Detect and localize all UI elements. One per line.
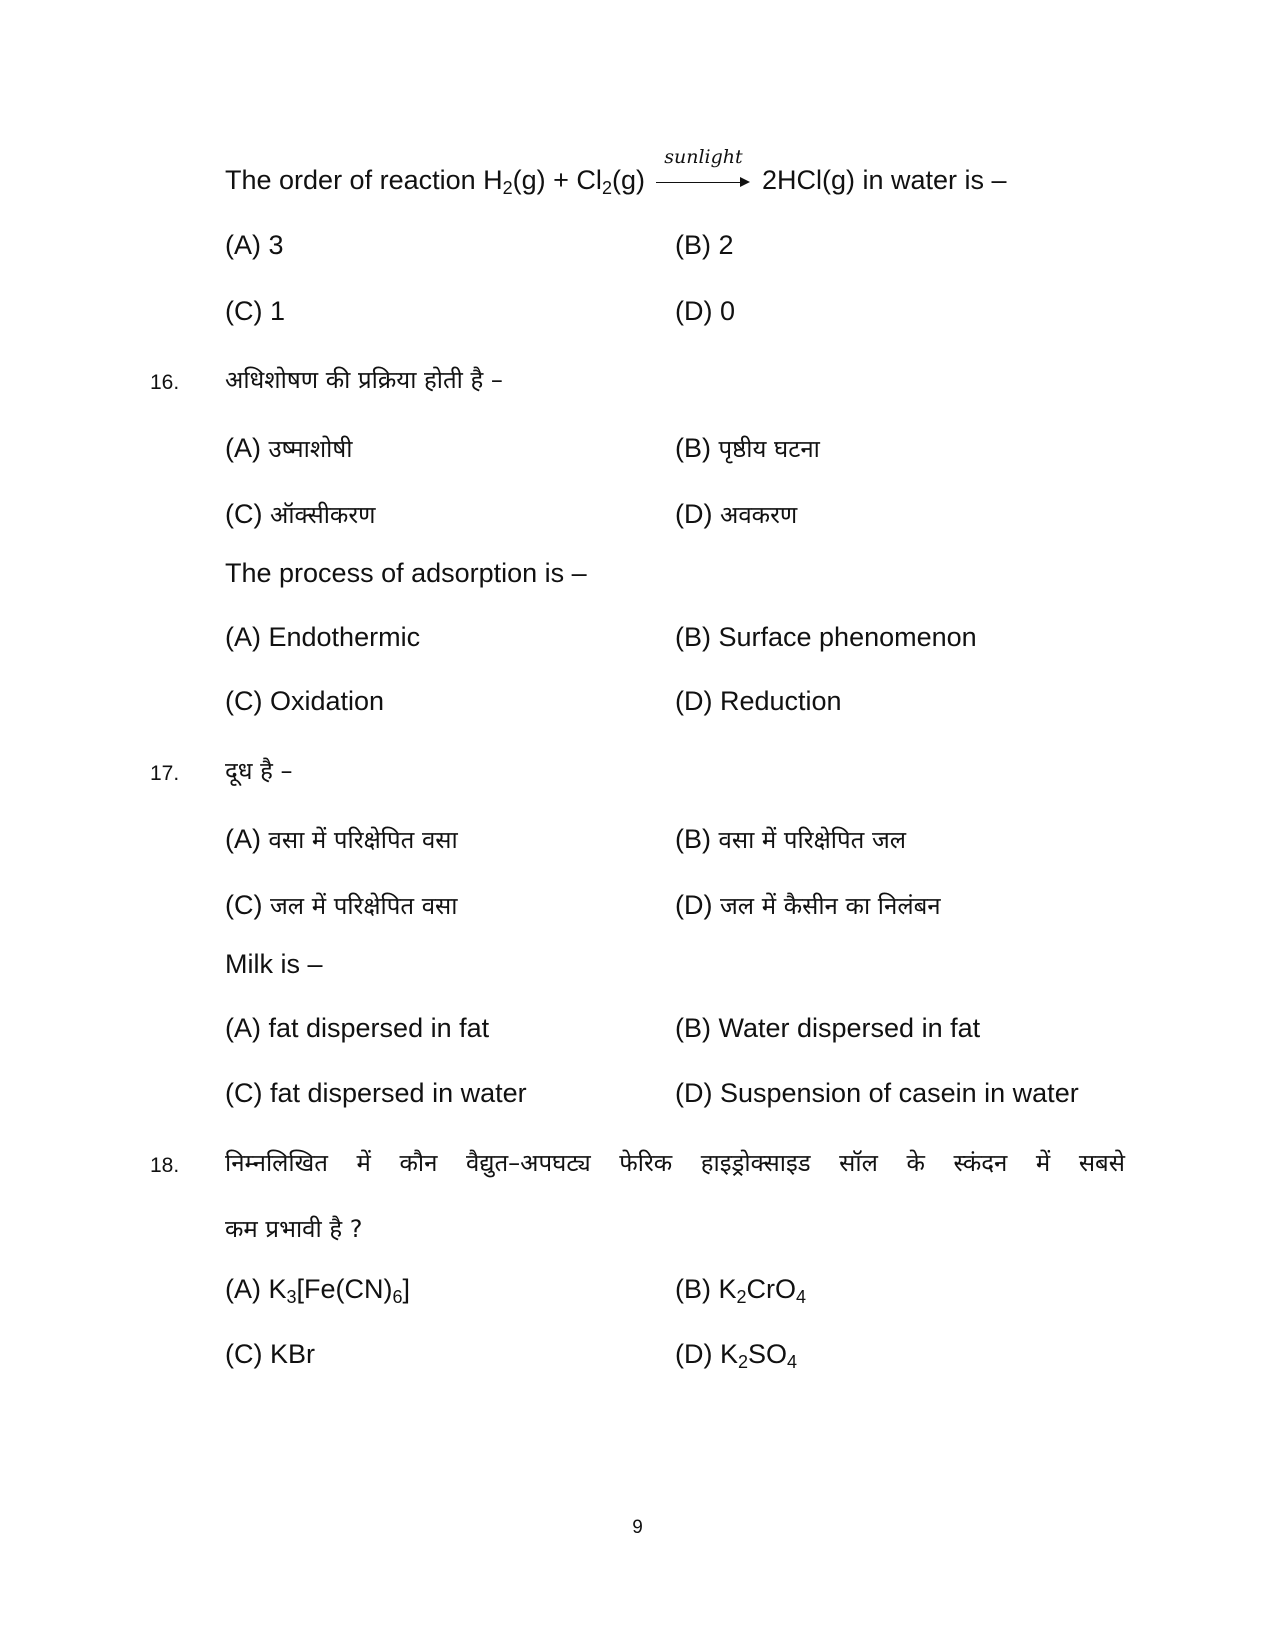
q17-hindi-option-b bbox=[675, 822, 906, 857]
q18-option-c: (C) KBr bbox=[225, 1339, 315, 1369]
q17-english-stem: Milk is – bbox=[225, 949, 323, 979]
q15-option-c: (C) 1 bbox=[225, 296, 285, 326]
option-text: (D) K bbox=[675, 1339, 738, 1369]
subscript: 4 bbox=[796, 1287, 807, 1307]
option-label: (B) bbox=[675, 433, 711, 463]
subscript: 6 bbox=[392, 1287, 403, 1307]
reaction-arrow bbox=[656, 145, 750, 192]
option-text: पृष्ठीय घटना bbox=[718, 435, 820, 463]
q17-option-a: (A) fat dispersed in fat bbox=[225, 1013, 490, 1043]
option-label: (A) bbox=[225, 433, 261, 463]
option-text: [Fe(CN) bbox=[296, 1274, 393, 1304]
option-label: (A) bbox=[225, 824, 261, 854]
q17-option-b: (B) Water dispersed in fat bbox=[675, 1013, 981, 1043]
q18-hindi-stem-line-2: कम प्रभावी है ? bbox=[225, 1215, 363, 1243]
q17-option-c: (C) fat dispersed in water bbox=[225, 1078, 527, 1108]
q15-stem-text-4: 2HCl(g) in water is – bbox=[761, 165, 1007, 195]
q16-hindi-option-b bbox=[675, 431, 820, 466]
option-text: वसा में परिक्षेपित वसा bbox=[268, 826, 458, 854]
page-number: 9 bbox=[632, 1517, 643, 1538]
q17-hindi-stem: दूध है – bbox=[225, 757, 293, 785]
q17-number: 17. bbox=[150, 762, 180, 785]
q16-option-d: (D) Reduction bbox=[675, 686, 842, 716]
option-text: उष्माशोषी bbox=[268, 435, 353, 463]
option-text: CrO bbox=[746, 1274, 797, 1304]
option-label: (D) bbox=[675, 890, 713, 920]
q15-stem-text-3: (g) bbox=[611, 165, 645, 195]
q15-option-d: (D) 0 bbox=[675, 296, 735, 326]
q17-hindi-option-d bbox=[675, 888, 941, 923]
q17-hindi-option-a bbox=[225, 822, 458, 857]
reaction-arrow-line bbox=[656, 182, 742, 183]
option-text: (B) K bbox=[675, 1274, 737, 1304]
option-text: अवकरण bbox=[720, 501, 798, 529]
q16-hindi-option-a bbox=[225, 431, 352, 466]
subscript: 2 bbox=[738, 1352, 749, 1372]
q16-option-b: (B) Surface phenomenon bbox=[675, 622, 977, 652]
reaction-arrow-label: sunlight bbox=[664, 145, 743, 168]
option-label: (C) bbox=[225, 890, 263, 920]
option-text: ऑक्सीकरण bbox=[270, 501, 376, 529]
q18-option-a bbox=[225, 1272, 410, 1306]
q15-stem bbox=[225, 145, 1007, 198]
option-text: SO bbox=[748, 1339, 788, 1369]
q16-hindi-stem: अधिशोषण की प्रक्रिया होती है – bbox=[225, 366, 503, 394]
option-label: (D) bbox=[675, 499, 713, 529]
option-text: जल में परिक्षेपित वसा bbox=[270, 892, 458, 920]
q15-stem-text-1: The order of reaction H bbox=[225, 165, 503, 195]
option-text: ] bbox=[402, 1274, 411, 1304]
option-label: (B) bbox=[675, 824, 711, 854]
subscript: 2 bbox=[736, 1287, 747, 1307]
q16-english-stem: The process of adsorption is – bbox=[225, 558, 587, 588]
q17-hindi-option-c bbox=[225, 888, 458, 923]
option-text: (A) K bbox=[225, 1274, 287, 1304]
q18-option-d bbox=[675, 1337, 797, 1371]
q16-option-c: (C) Oxidation bbox=[225, 686, 385, 716]
subscript: 4 bbox=[787, 1352, 798, 1372]
subscript: 3 bbox=[286, 1287, 297, 1307]
reaction-arrow-head bbox=[740, 177, 750, 187]
q16-option-a: (A) Endothermic bbox=[225, 622, 421, 652]
q16-hindi-option-c bbox=[225, 497, 376, 532]
q17-option-d: (D) Suspension of casein in water bbox=[675, 1078, 1079, 1108]
q16-hindi-option-d bbox=[675, 497, 797, 532]
q15-option-a: (A) 3 bbox=[225, 230, 284, 260]
q16-number: 16. bbox=[150, 371, 180, 394]
q15-option-b: (B) 2 bbox=[675, 230, 734, 260]
q15-subscript-1: 2 bbox=[502, 178, 513, 198]
option-label: (C) bbox=[225, 499, 263, 529]
q18-option-b bbox=[675, 1272, 806, 1306]
q18-number: 18. bbox=[150, 1154, 180, 1177]
q18-hindi-stem-line-1: निम्नलिखित में कौन वैद्युत–अपघट्य फेरिक हाइड्रोक्साइड सॉल के स्कंदन में सबसे bbox=[225, 1149, 1125, 1177]
q15-subscript-2: 2 bbox=[601, 178, 612, 198]
option-text: जल में कैसीन का निलंबन bbox=[720, 892, 941, 920]
option-text: वसा में परिक्षेपित जल bbox=[718, 826, 907, 854]
q15-stem-text-2: (g) + Cl bbox=[512, 165, 602, 195]
